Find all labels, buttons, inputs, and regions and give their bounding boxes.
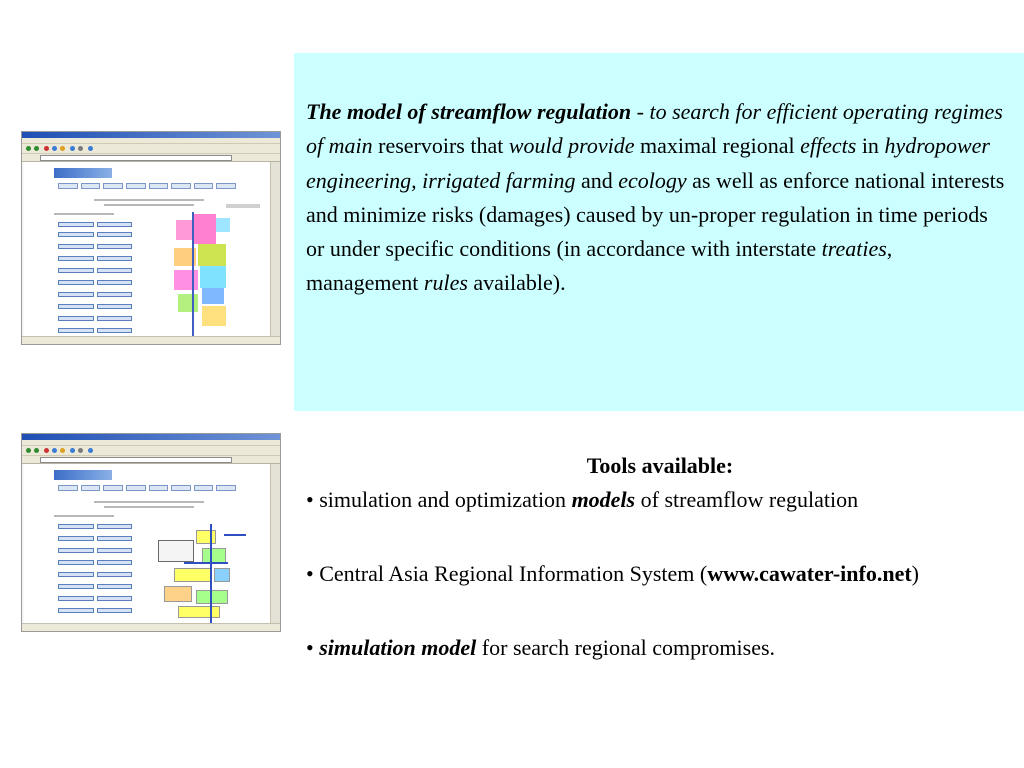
description-text: available). [467, 270, 566, 296]
description-text: reservoirs that [372, 133, 509, 159]
list-item-text: ) [911, 561, 919, 586]
site-logo [54, 168, 112, 178]
description-text: in [856, 133, 885, 159]
toolbar [22, 144, 280, 154]
description-text: rules [423, 270, 468, 296]
description-text: would provide [508, 133, 635, 159]
address-bar [22, 456, 280, 464]
list-item [306, 631, 1011, 664]
address-bar [22, 154, 280, 162]
site-nav [58, 485, 236, 491]
status-bar [22, 336, 280, 344]
list-item-emphasis: simulation model [319, 635, 477, 660]
description-text: as well as enforce national interests and minimize risks (damages) caused by un-proper regulation in time periods or under specific conditions (in accordance with interstate [306, 167, 1005, 262]
bullet: • [306, 487, 320, 512]
description-text: ecology [618, 167, 687, 193]
model-description [306, 95, 1006, 301]
model-title: The model of streamflow regulation [306, 99, 632, 124]
scrollbar [270, 162, 280, 337]
list-item-text: simulation and optimization [319, 487, 572, 512]
list-item-emphasis: models [571, 487, 636, 512]
bullet: • [306, 561, 320, 586]
list-item-text: for search regional compromises. [476, 635, 776, 660]
site-logo [54, 470, 112, 480]
list-item-text: Central Asia Regional Information System ( [319, 561, 708, 586]
site-nav [58, 183, 236, 189]
website-screenshot-thumbnail [21, 433, 281, 632]
description-text: hydropower engineering, irrigated farming [306, 133, 990, 193]
scrollbar [270, 464, 280, 624]
status-bar [22, 623, 280, 631]
list-item [306, 557, 1011, 590]
bullet: • [306, 635, 320, 660]
description-text: treaties [821, 236, 887, 262]
webpage-content [24, 464, 270, 624]
webpage-content [24, 162, 270, 337]
toolbar [22, 446, 280, 456]
description-text: maximal regional [634, 133, 801, 159]
website-link[interactable]: www.cawater-info.net [707, 561, 912, 586]
website-screenshot-thumbnail [21, 131, 281, 345]
description-text: , management [306, 236, 893, 296]
tools-heading: Tools available: [586, 453, 734, 478]
list-item [306, 483, 1011, 516]
description-text: effects [800, 133, 857, 159]
description-text: - to search for efficient operating regimes of main [306, 99, 1003, 159]
list-item-text: of streamflow regulation [635, 487, 859, 512]
description-text: and [575, 167, 619, 193]
